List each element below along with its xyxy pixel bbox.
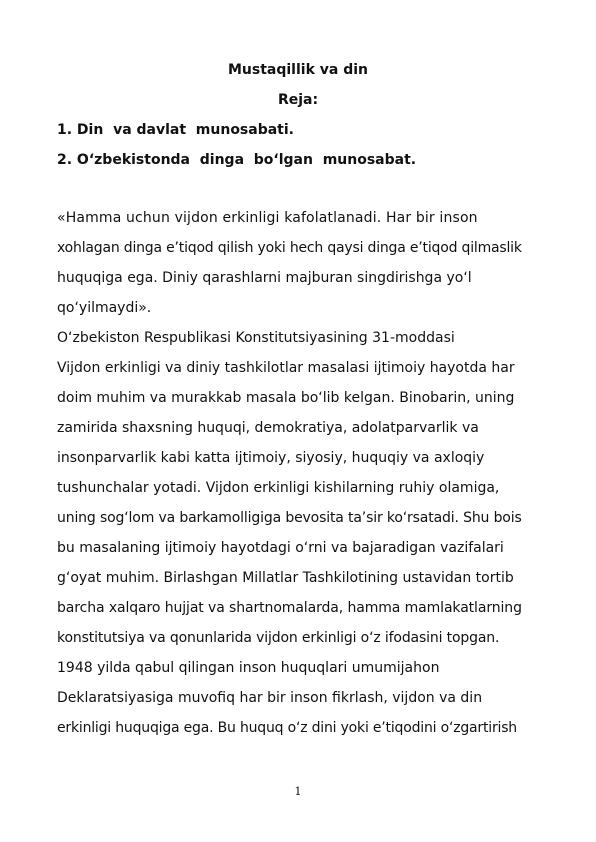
body-line: 1948 yilda qabul qilingan inson huquqlari umumijahon xyxy=(57,660,440,676)
body-line: qo‘yilmaydi». xyxy=(57,300,152,316)
plan-label: Reja: xyxy=(277,92,319,108)
document-title: Mustaqillik va din xyxy=(227,62,368,78)
body-line: erkinligi huquqiga ega. Bu huquq o‘z dini yoki e’tiqodini o‘zgartirish xyxy=(57,720,517,736)
body-line: Deklaratsiyasiga muvofiq har bir inson fikrlash, vijdon va din xyxy=(57,690,483,706)
plan-item-1: 1. Din va davlat munosabati. xyxy=(57,122,294,138)
body-line: xohlagan dinga e’tiqod qilish yoki hech qaysi dinga e’tiqod qilmaslik xyxy=(57,240,522,256)
body-line: tushunchalar yotadi. Vijdon erkinligi kishilarning ruhiy olamiga, xyxy=(57,480,500,496)
body-line: huquqiga ega. Diniy qarashlarni majburan singdirishga yo‘l xyxy=(57,270,472,286)
body-line: bu masalaning ijtimoiy hayotdagi o‘rni va bajaradigan vazifalari xyxy=(57,540,504,556)
body-line: insonparvarlik kabi katta ijtimoiy, siyosiy, huquqiy va axloqiy xyxy=(57,450,485,466)
body-line: uning sog‘lom va barkamolligiga bevosita ta’sir ko‘rsatadi. Shu bois xyxy=(57,510,522,526)
body-line: g‘oyat muhim. Birlashgan Millatlar Tashkilotining ustavidan tortib xyxy=(57,570,514,586)
body-line: konstitutsiya va qonunlarida vijdon erkinligi o‘z ifodasini topgan. xyxy=(57,630,500,646)
body-line: «Hamma uchun vijdon erkinligi kafolatlanadi. Har bir inson xyxy=(57,210,478,226)
body-line: doim muhim va murakkab masala bo‘lib kelgan. Binobarin, uning xyxy=(57,390,515,406)
body-line: Vijdon erkinligi va diniy tashkilotlar masalasi ijtimoiy hayotda har xyxy=(57,360,515,376)
body-line: O‘zbekiston Respublikasi Konstitutsiyasining 31-moddasi xyxy=(57,330,455,346)
body-line: zamirida shaxsning huquqi, demokratiya, adolatparvarlik va xyxy=(57,420,479,436)
body-line: barcha xalqaro hujjat va shartnomalarda, hamma mamlakatlarning xyxy=(57,600,522,616)
plan-item-2: 2. O‘zbekistonda dinga bo‘lgan munosabat. xyxy=(57,152,417,168)
page-number: 1 xyxy=(294,785,302,798)
